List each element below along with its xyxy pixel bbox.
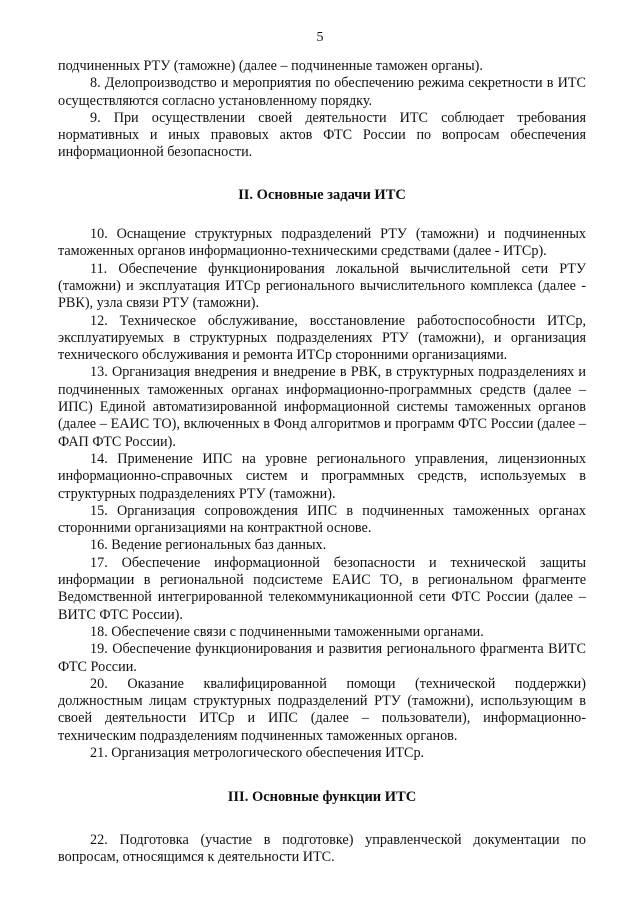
paragraph-continuation: подчиненных РТУ (таможне) (далее – подчиненные таможен органы). [58,58,483,74]
document-body [58,58,586,866]
paragraph-19: 19. Обеспечение функционирования и развития регионального фрагмента ВИТС ФТС России. [58,641,586,675]
page-number: 5 [316,30,324,45]
paragraph-18: 18. Обеспечение связи с подчиненными таможенными органами. [90,623,484,640]
paragraph-21: 21. Организация метрологического обеспечения ИТСр. [90,744,425,761]
paragraph-12: 12. Техническое обслуживание, восстановление работоспособности ИТСр, эксплуатируемых в структурных подразделениях РТУ (таможни), и организация технического обслуживания и ремонта ИТСр сторонними организациями. [58,312,586,364]
paragraph-22: 22. Подготовка (участие в подготовке) управленческой документации по вопросам, относящимся к деятельности ИТС. [58,831,586,865]
section-2-heading: II. Основные задачи ИТС [238,186,406,203]
section-3-heading: III. Основные функции ИТС [227,789,417,806]
paragraph-17: 17. Обеспечение информационной безопасности и технической защиты информации в региональной подсистеме ЕАИС ТО, в региональном фрагменте Ведомственной интегрированной телекоммуникационной сети ФТС России (далее – ВИТС ФТС России). [58,554,586,623]
paragraph-10: 10. Оснащение структурных подразделений РТУ (таможни) и подчиненных таможенных органов информационно-техническими средствами (далее - ИТСр). [58,226,586,260]
paragraph-20: 20. Оказание квалифицированной помощи (технической поддержки) должностным лицам структурных подразделений РТУ (таможни), использующим в своей деятельности ИТСр и ИПС (далее – пользователи), информационно-техническим подразделениям подчиненных таможенных органов. [58,675,586,744]
paragraph-13: 13. Организация внедрения и внедрение в РВК, в структурных подразделениях и подчиненных таможенных органах информационно-программных средств (далее – ИПС) Единой автоматизированной информационной системы таможенных органов (далее – ЕАИС ТО), включенных в Фонд алгоритмов и программ ФТС России (далее – ФАП ФТС России). [58,364,586,450]
paragraph-9: 9. При осуществлении своей деятельности ИТС соблюдает требования нормативных и иных правовых актов ФТС России по вопросам обеспечения информационной безопасности. [58,109,586,161]
paragraph-15: 15. Организация сопровождения ИПС в подчиненных таможенных органах сторонними организациями на контрактной основе. [58,502,586,537]
paragraph-14: 14. Применение ИПС на уровне регионального управления, лицензионных информационно-справочных систем и программных средств, используемых в структурных подразделениях РТУ (таможни). [58,450,586,502]
paragraph-8: 8. Делопроизводство и мероприятия по обеспечению режима секретности в ИТС осуществляются согласно установленному порядку. [58,75,586,109]
paragraph-11: 11. Обеспечение функционирования локальной вычислительной сети РТУ (таможни) и эксплуатация ИТСр регионального вычислительного комплекса (далее - РВК), узла связи РТУ (таможни). [58,260,586,312]
paragraph-16: 16. Ведение региональных баз данных. [90,537,327,554]
